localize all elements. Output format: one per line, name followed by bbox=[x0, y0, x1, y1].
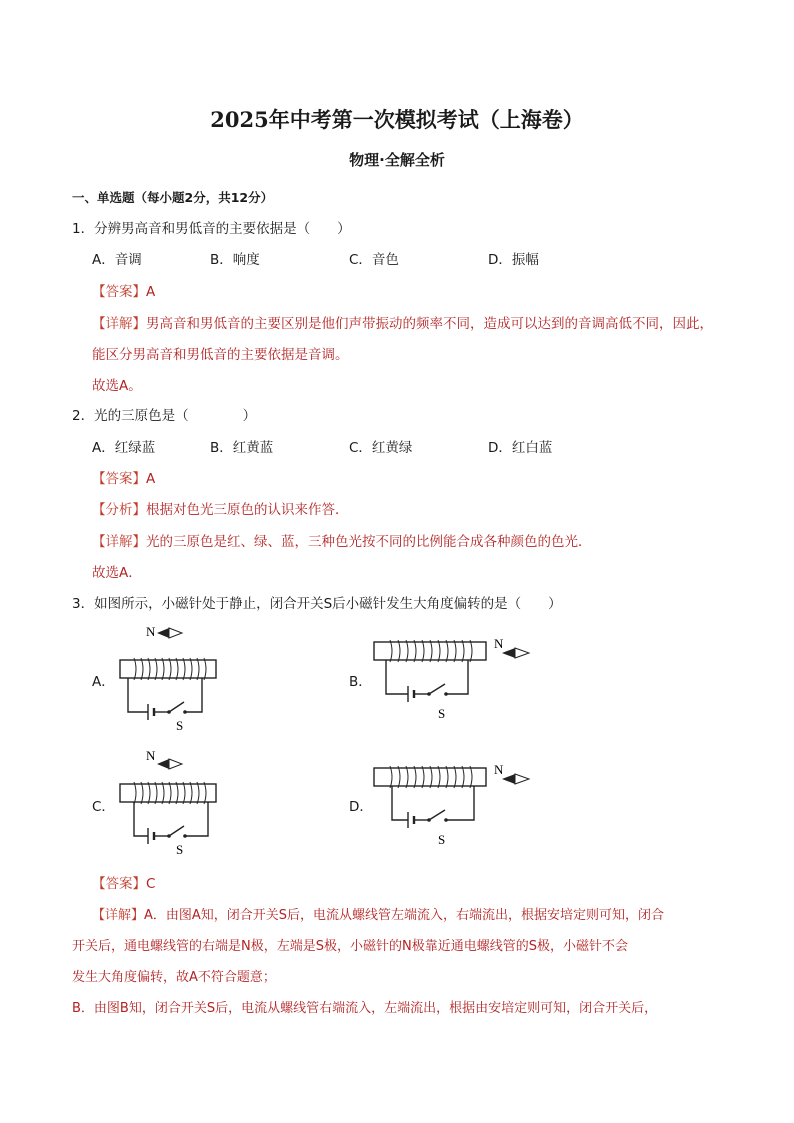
question-3-detail-line1: 【详解】A．由图A知，闭合开关S后，电流从螺线管左端流入，右端流出，根据安培定则可知，闭合 bbox=[92, 908, 665, 923]
figure-b-label: B． bbox=[349, 674, 372, 690]
figure-a-needle-north bbox=[157, 628, 169, 638]
figure-a-solenoid bbox=[120, 660, 216, 678]
figure-a-label: A． bbox=[92, 674, 115, 690]
figure-c-needle-north bbox=[157, 759, 169, 769]
figure-a-needle-n: N bbox=[146, 624, 156, 639]
question-3-stem: 3．如图所示，小磁针处于静止，闭合开关S后小磁针发生大角度偏转的是（ ） bbox=[72, 596, 562, 612]
page-title: 2025年中考第一次模拟考试（上海卷） bbox=[210, 107, 584, 132]
question-3-detail-line3: 发生大角度偏转，故A不符合题意； bbox=[72, 970, 276, 985]
question-2-stem: 2．光的三原色是（ ） bbox=[72, 408, 257, 424]
figure-d-switch-s: S bbox=[438, 832, 446, 847]
question-1-answer: 【答案】A bbox=[92, 284, 156, 300]
question-3-detail-line2: 开关后，通电螺线管的右端是N极，左端是S极，小磁针的N极靠近通电螺线管的S极，小磁针不会 bbox=[72, 939, 628, 954]
section-heading: 一、单选题（每小题2分，共12分） bbox=[72, 190, 274, 205]
question-1-option-c: C．音色 bbox=[349, 252, 399, 268]
figure-d-label: D． bbox=[349, 799, 373, 815]
figure-b-switch-s: S bbox=[438, 706, 446, 721]
question-1-choose: 故选A。 bbox=[92, 378, 142, 394]
question-1-option-b: B．响度 bbox=[210, 252, 260, 268]
figure-c-solenoid-circuit bbox=[110, 746, 230, 858]
question-2-option-a: A．红绿蓝 bbox=[92, 440, 156, 456]
figure-c-needle-south bbox=[169, 759, 182, 769]
question-3-answer: 【答案】C bbox=[92, 876, 156, 892]
figure-c-label: C． bbox=[92, 799, 115, 815]
question-2-answer: 【答案】A bbox=[92, 471, 156, 487]
figure-d-switch bbox=[429, 810, 445, 820]
figure-d-solenoid bbox=[374, 768, 486, 786]
figure-b-solenoid bbox=[374, 642, 486, 660]
question-1-option-d: D．振幅 bbox=[488, 252, 539, 268]
figure-c-solenoid bbox=[120, 784, 216, 802]
question-1-stem: 1．分辨男高音和男低音的主要依据是（ ） bbox=[72, 221, 351, 237]
figure-b-solenoid-circuit bbox=[370, 632, 535, 724]
figure-a-solenoid-circuit bbox=[110, 622, 230, 734]
page-subtitle: 物理·全解全析 bbox=[349, 151, 445, 169]
figure-d-needle-n: N bbox=[494, 762, 504, 777]
figure-c-switch-s: S bbox=[176, 842, 184, 857]
figure-d-solenoid-circuit bbox=[370, 758, 535, 850]
figure-a-needle-south bbox=[169, 628, 182, 638]
figure-c-needle-n: N bbox=[146, 748, 156, 763]
figure-a-switch bbox=[169, 702, 184, 712]
figure-a-switch-s: S bbox=[176, 718, 184, 733]
question-2-detail: 【详解】光的三原色是红、绿、蓝，三种色光按不同的比例能合成各种颜色的色光． bbox=[92, 534, 592, 550]
question-1-detail-line1: 【详解】男高音和男低音的主要区别是他们声带振动的频率不同，造成可以达到的音调高低不同，因此， bbox=[92, 316, 713, 332]
question-3-detail-line4: B．由图B知，闭合开关S后，电流从螺线管右端流入，左端流出，根据由安培定则可知，闭合开关后， bbox=[72, 1001, 658, 1016]
question-1-option-a: A．音调 bbox=[92, 252, 142, 268]
question-2-option-b: B．红黄蓝 bbox=[210, 440, 274, 456]
question-2-analysis: 【分析】根据对色光三原色的认识来作答． bbox=[92, 502, 349, 518]
question-2-option-d: D．红白蓝 bbox=[488, 440, 553, 456]
figure-b-needle-north bbox=[502, 648, 515, 658]
question-2-option-c: C．红黄绿 bbox=[349, 440, 413, 456]
figure-c-switch bbox=[169, 826, 184, 836]
figure-d-needle-north bbox=[502, 774, 515, 784]
question-1-detail-line2: 能区分男高音和男低音的主要依据是音调。 bbox=[92, 347, 349, 363]
figure-b-needle-south bbox=[515, 648, 529, 658]
figure-b-switch bbox=[429, 684, 445, 694]
figure-b-needle-n: N bbox=[494, 636, 504, 651]
question-2-choose: 故选A． bbox=[92, 565, 142, 581]
figure-d-needle-south bbox=[515, 774, 529, 784]
